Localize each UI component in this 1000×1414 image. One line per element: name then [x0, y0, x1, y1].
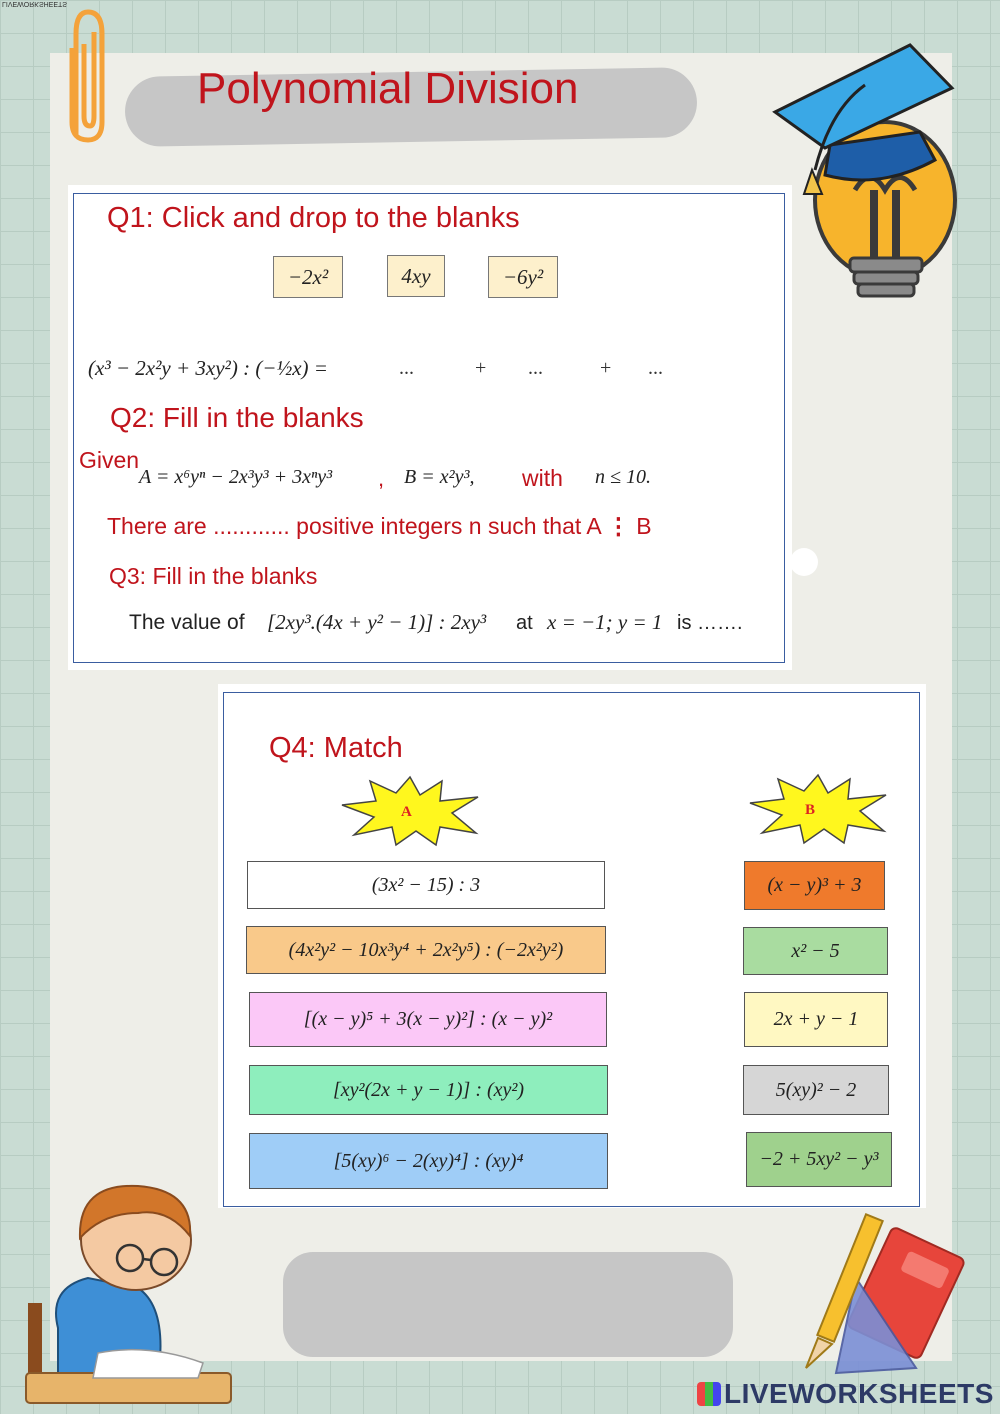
q1-plus-1: +: [475, 357, 487, 379]
q3-post-text[interactable]: is …….: [677, 612, 743, 634]
q1-blank-1[interactable]: ...: [399, 357, 414, 379]
q2-heading: Q2: Fill in the blanks: [110, 402, 364, 433]
q1-chip-1[interactable]: −2x²: [273, 256, 343, 298]
pencil-book-ruler-icon: [796, 1208, 968, 1383]
column-b-label: B: [805, 802, 816, 818]
brand-text: LIVEWORKSHEETS: [724, 1378, 994, 1409]
page-title: Polynomial Division: [197, 64, 579, 113]
match-right-5[interactable]: −2 + 5xy² − y³: [746, 1132, 892, 1187]
q2-expression-a: A = x⁶yⁿ − 2x³y³ + 3xⁿy³: [139, 466, 333, 488]
match-right-2[interactable]: x² − 5: [743, 927, 888, 975]
match-left-2[interactable]: (4x²y² − 10x³y⁴ + 2x²y⁵) : (−2x²y²): [246, 926, 606, 974]
lightbulb-graduation-icon: [770, 40, 960, 305]
match-right-4[interactable]: 5(xy)² − 2: [743, 1065, 889, 1115]
q1-blank-2[interactable]: ...: [528, 357, 543, 379]
liveworksheets-brand: [697, 1378, 994, 1410]
match-left-3[interactable]: [(x − y)⁵ + 3(x − y)²] : (x − y)²: [249, 992, 607, 1047]
q2-comma: ,: [378, 466, 385, 491]
q2-expression-b: B = x²y³,: [404, 466, 475, 488]
watermark-top: LIVEWORKSHEETS: [2, 0, 67, 7]
q1-expression: (x³ − 2x²y + 3xy²) : (−½x) =: [88, 356, 328, 380]
q3-point: x = −1; y = 1: [547, 610, 663, 634]
q1-plus-2: +: [600, 357, 612, 379]
q2-with-label: with: [522, 465, 563, 491]
q3-heading: Q3: Fill in the blanks: [109, 563, 318, 589]
q2-statement-text: There are ............ positive integers n such that A: [107, 513, 601, 539]
q1-heading: Q1: Click and drop to the blanks: [107, 202, 520, 234]
footer-brush: [283, 1252, 733, 1357]
match-right-3[interactable]: 2x + y − 1: [744, 992, 888, 1047]
decorative-dot: [790, 548, 818, 576]
q4-heading: Q4: Match: [269, 732, 403, 764]
match-right-1[interactable]: (x − y)³ + 3: [744, 861, 885, 910]
q3-expression: [2xy³.(4x + y² − 1)] : 2xy³: [267, 610, 487, 634]
q3-at-label: at: [516, 612, 533, 634]
q1-chip-2[interactable]: 4xy: [387, 255, 445, 297]
boy-studying-icon: [18, 1178, 240, 1408]
q1-chip-3[interactable]: −6y²: [488, 256, 558, 298]
brand-logo-icon: [697, 1382, 721, 1406]
q2-condition: n ≤ 10.: [595, 466, 651, 488]
paperclip-icon: [62, 4, 112, 146]
match-left-1[interactable]: (3x² − 15) : 3: [247, 861, 605, 909]
match-left-4[interactable]: [xy²(2x + y − 1)] : (xy²): [249, 1065, 608, 1115]
column-b-starburst: [748, 773, 888, 845]
q3-pre-text: The value of: [129, 611, 245, 634]
q2-divides-symbol: ⋮: [606, 513, 630, 539]
q2-statement: [107, 513, 652, 540]
q2-statement-b: B: [636, 513, 652, 539]
match-left-5[interactable]: [5(xy)⁶ − 2(xy)⁴] : (xy)⁴: [249, 1133, 608, 1189]
q2-given-label: Given: [79, 447, 140, 473]
column-a-label: A: [401, 804, 412, 820]
q1-blank-3[interactable]: ...: [648, 357, 663, 379]
